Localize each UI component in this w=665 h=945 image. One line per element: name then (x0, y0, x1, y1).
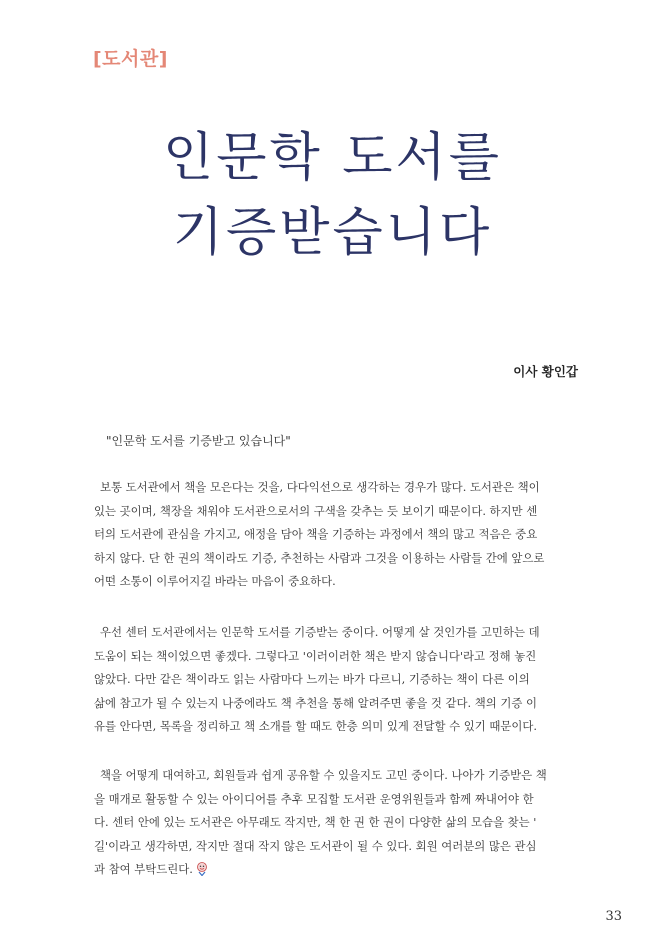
paragraph-line: 다. 센터 안에 있는 도서관은 아무래도 작지만, 책 한 권 한 권이 다양한 삶의 모습을 찾는 ' (94, 815, 537, 830)
page-number: 33 (605, 909, 622, 924)
paragraph-3 (94, 764, 572, 882)
paragraph-line: 하지 않다. 단 한 권의 책이라도 기증, 추천하는 사람과 그것을 이용하는 사람들 간에 앞으로 (94, 550, 545, 565)
paragraph-line: 터의 도서관에 관심을 가지고, 애정을 담아 책을 기증하는 과정에서 책의 많고 적음은 중요 (94, 527, 538, 542)
paragraph-line: 책을 어떻게 대여하고, 회원들과 쉽게 공유할 수 있을지도 고민 중이다. 나아가 기증받은 책 (100, 768, 547, 782)
paragraph-2 (94, 621, 572, 739)
paragraph-1 (94, 476, 572, 594)
article-title-line-1: 인문학 도서를 (163, 128, 502, 188)
paragraph-line: 않았다. 다만 같은 책이라도 읽는 사람마다 느끼는 바가 다르니, 기증하는 책이 다른 이의 (94, 672, 530, 687)
paragraph-line: 도움이 되는 책이었으면 좋겠다. 그렇다고 '이러이러한 책은 받지 않습니다'라고 정해 놓진 (94, 648, 537, 663)
pull-quote: "인문학 도서를 기증받고 있습니다" (106, 434, 291, 448)
paragraph-line: 을 매개로 활동할 수 있는 아이디어를 추후 모집할 도서관 운영위원들과 함께 짜내어야 한 (94, 791, 534, 806)
author-byline: 이사 황인갑 (513, 364, 578, 379)
paragraph-line: 어떤 소통이 이루어지길 바라는 마음이 중요하다. (94, 574, 336, 589)
section-tag: [도서관] (93, 48, 168, 70)
paragraph-line-last (94, 858, 572, 882)
smiling-pencil-icon (196, 862, 208, 876)
paragraph-line: 유를 안다면, 목록을 정리하고 책 소개를 할 때도 한층 의미 있게 전달할 수 있기 때문이다. (94, 719, 538, 734)
article-title-line-2: 기증받습니다 (172, 203, 493, 263)
paragraph-line-text: 과 참여 부탁드린다. (94, 862, 193, 877)
paragraph-line: 있는 곳이며, 책장을 채워야 도서관으로서의 구색을 갖추는 듯 보이기 때문이다. 하지만 센 (94, 503, 538, 518)
paragraph-line: 우선 센터 도서관에서는 인문학 도서를 기증받는 중이다. 어떻게 살 것인가를 고민하는 데 (100, 625, 540, 639)
paragraph-line: 삶에 참고가 될 수 있는지 나중에라도 책 추천을 통해 알려주면 좋을 것 같다. 책의 기증 이 (94, 695, 538, 710)
paragraph-line: 보통 도서관에서 책을 모은다는 것을, 다다익선으로 생각하는 경우가 많다. 도서관은 책이 (100, 480, 540, 494)
paragraph-line: 길'이라고 생각하면, 작지만 절대 작지 않은 도서관이 될 수 있다. 회원 여러분의 많은 관심 (94, 838, 537, 853)
